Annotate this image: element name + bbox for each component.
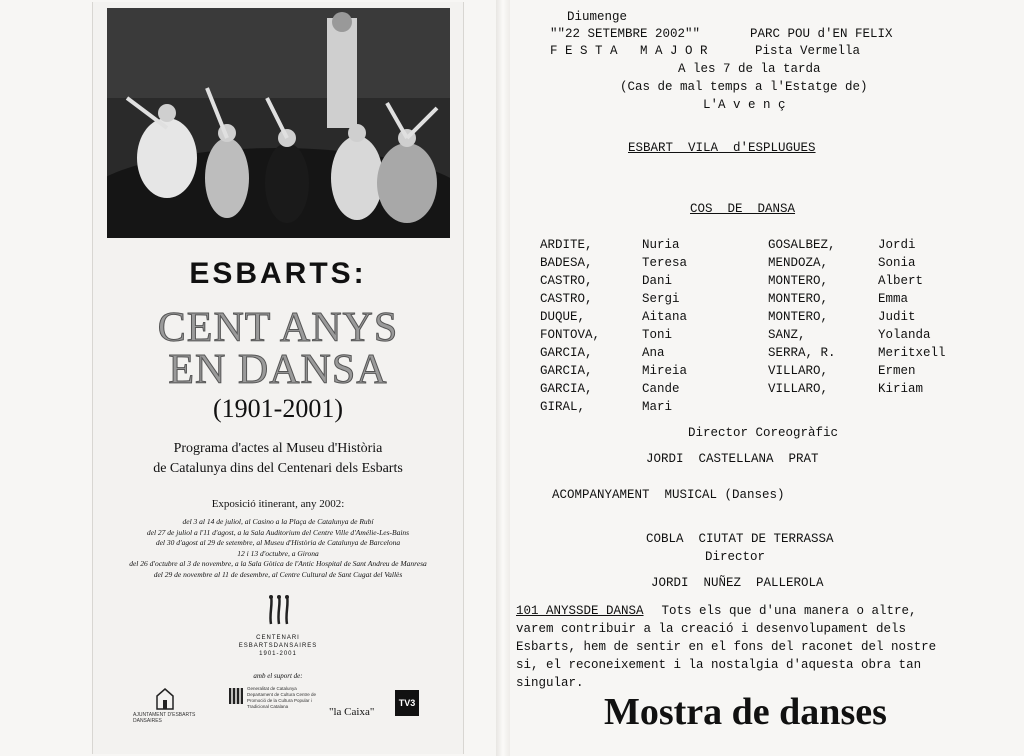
poster-subtitle-line1: CENT ANYS <box>157 305 399 351</box>
dancer-name: Ermen <box>878 364 916 378</box>
group-name: ESBART VILA d'ESPLUGUES <box>628 141 816 155</box>
page-fold <box>496 0 510 756</box>
dancer-surname: VILLARO, <box>768 364 829 378</box>
dancer-surname: MONTERO, <box>768 310 829 324</box>
header-time: A les 7 de la tarda <box>678 62 821 76</box>
left-page-poster <box>92 2 464 754</box>
centenari-line2: ESBARTSDANSAIRES <box>238 643 318 649</box>
exposicio-title: Exposició itinerant, any 2002: <box>211 498 345 510</box>
anys-de-dansa-label: 101 ANYSSDE DANSA <box>516 604 644 618</box>
expo-line: del 29 de novembre al 11 de desembre, al Centre Cultural de Sant Cugat del Vallès <box>153 569 403 579</box>
programa-line2: de Catalunya dins del Centenari dels Esbarts <box>153 461 403 476</box>
dancer-surname: GARCIA, <box>540 346 593 360</box>
dancer-name: Toni <box>642 328 673 342</box>
expo-line: del 30 d'agost al 29 de setembre, al Museu d'Història de Catalunya de Barcelona <box>155 538 401 547</box>
director-name: JORDI CASTELLANA PRAT <box>646 452 819 466</box>
header-day: Diumenge <box>567 10 628 24</box>
paragraph-line: Esbarts, hem de sentir en el fons del raconet del nostre <box>516 640 937 654</box>
dancer-surname: GARCIA, <box>540 382 593 396</box>
centenari-text <box>93 634 463 658</box>
poster-subtitle-line2: EN DANSA <box>168 347 388 393</box>
header-date: ""22 SETEMBRE 2002"" <box>550 27 701 41</box>
sponsor-generalitat-text: Generalitat de Catalunya Departament de Cultura Centre de Promoció de la Cultura Popular i Tradicional Catalana <box>247 686 317 709</box>
expo-line: del 3 al 14 de juliol, al Casino a la Plaça de Catalunya de Rubí <box>182 517 374 526</box>
dancer-name: Cande <box>642 382 680 396</box>
sponsor-caixa-text: "la Caixa" <box>329 706 375 718</box>
expo-line: 12 i 13 d'octubre, a Girona <box>237 548 319 558</box>
cos-de-dansa-title: COS DE DANSA <box>690 202 796 216</box>
programa-line1: Programa d'actes al Museu d'Història <box>173 441 383 456</box>
acompanyament-label: ACOMPANYAMENT MUSICAL (Danses) <box>552 488 785 502</box>
dancer-surname: ARDITE, <box>540 238 593 252</box>
cobla-director-name: JORDI NUÑEZ PALLEROLA <box>651 576 824 590</box>
dancer-name: Mireia <box>642 364 688 378</box>
dancer-surname: MONTERO, <box>768 274 829 288</box>
dancer-surname: MONTERO, <box>768 292 829 306</box>
header-avenc: L'A v e n ç <box>703 98 786 112</box>
paragraph-line: varem contribuir a la creació i desenvolupament dels <box>516 622 907 636</box>
sponsor-ajuntament-text: AJUNTAMENT D'ESBARTS DANSAIRES <box>133 712 196 724</box>
dancer-surname: MENDOZA, <box>768 256 829 270</box>
dancer-name: Aitana <box>642 310 688 324</box>
director-label: Director Coreogràfic <box>688 426 839 440</box>
suport-label: amb el suport de: <box>253 672 303 680</box>
dancer-name: Nuria <box>642 238 680 252</box>
dance-photo <box>107 8 450 238</box>
dancer-name: Jordi <box>878 238 916 252</box>
dance-photo-image <box>107 8 450 238</box>
dancer-surname: VILLARO, <box>768 382 829 396</box>
dancer-surname: SANZ, <box>768 328 806 342</box>
header-rain: (Cas de mal temps a l'Estatge de) <box>620 80 868 94</box>
poster-title: ESBARTS: <box>189 257 367 290</box>
dancer-surname: FONTOVA, <box>540 328 601 342</box>
dancer-surname: DUQUE, <box>540 310 586 324</box>
paragraph-line: si, el reconeixement i la nostalgia d'aquesta obra tan <box>516 658 922 672</box>
centenari-logo-icon <box>263 594 295 628</box>
paragraph-line: singular. <box>516 676 584 690</box>
cobla-name: COBLA CIUTAT DE TERRASSA <box>646 532 834 546</box>
dancer-name: Ana <box>642 346 665 360</box>
mostra-de-danses-heading: Mostra de danses <box>604 691 887 733</box>
expo-line: del 27 de juliol a l'11 d'agost, a la Sala Auditorium del Centre Ville d'Amélie-Les-Bains <box>146 527 410 537</box>
programa-text <box>93 439 463 479</box>
dancer-name: Sergi <box>642 292 680 306</box>
dancer-surname: BADESA, <box>540 256 593 270</box>
poster-years: (1901-2001) <box>213 394 343 423</box>
dancer-surname: CASTRO, <box>540 274 593 288</box>
dancer-surname: GARCIA, <box>540 364 593 378</box>
expo-line: del 26 d'octubre al 3 de novembre, a la Sala Gòtica de l'Antic Hospital de Sant Andreu de Manresa <box>129 559 427 568</box>
dancer-surname: GOSALBEZ, <box>768 238 836 252</box>
centenari-line3: 1901-2001 <box>259 651 297 657</box>
cobla-director-label: Director <box>705 550 766 564</box>
dancer-name: Judit <box>878 310 916 324</box>
dancer-name: Dani <box>642 274 673 288</box>
dancer-name: Sonia <box>878 256 916 270</box>
sponsor-logos <box>133 686 433 734</box>
header-pista: Pista Vermella <box>755 44 861 58</box>
paragraph-line: Tots els que d'una manera o altre, <box>654 604 917 618</box>
header-festa-major: F E S T A M A J O R <box>550 44 708 58</box>
dancer-name: Mari <box>642 400 673 414</box>
dancer-name: Yolanda <box>878 328 931 342</box>
dancer-name: Albert <box>878 274 924 288</box>
dancer-name: Teresa <box>642 256 688 270</box>
header-place: PARC POU d'EN FELIX <box>750 27 893 41</box>
right-page-program <box>510 0 1024 756</box>
dancer-surname: CASTRO, <box>540 292 593 306</box>
dancer-surname: SERRA, R. <box>768 346 836 360</box>
ajuntament-logo-icon <box>155 688 175 710</box>
dancer-name: Emma <box>878 292 909 306</box>
generalitat-logo-icon <box>229 688 243 704</box>
dancer-name: Kiriam <box>878 382 924 396</box>
exposicio-list <box>93 517 463 580</box>
dancer-surname: GIRAL, <box>540 400 586 414</box>
dancer-name: Meritxell <box>878 346 946 360</box>
centenari-line1: CENTENARI <box>256 635 300 641</box>
tv3-logo-icon: TV3 <box>395 690 419 716</box>
